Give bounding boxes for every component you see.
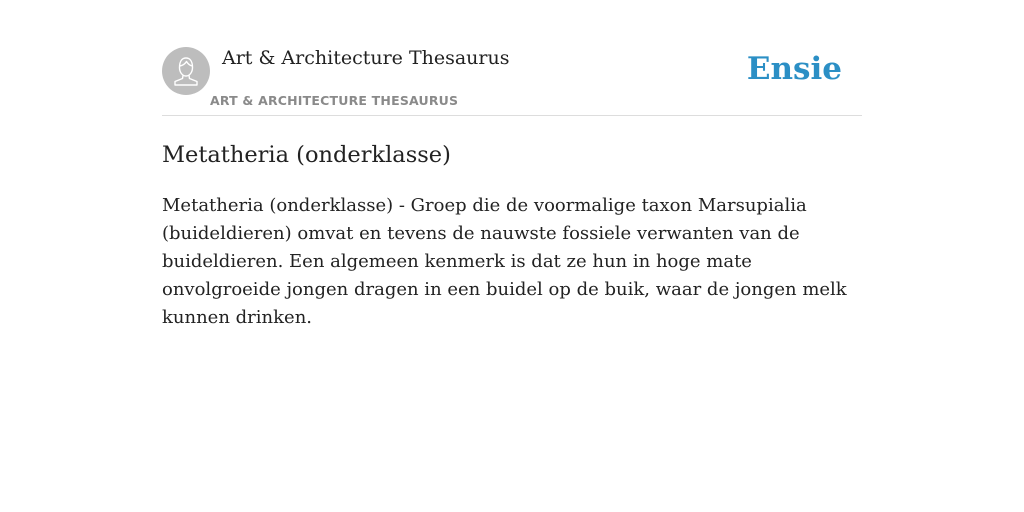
page-title: Metatheria (onderklasse) xyxy=(162,142,451,168)
entry-header xyxy=(162,0,862,116)
source-subtitle[interactable]: ART & ARCHITECTURE THESAURUS xyxy=(210,93,459,108)
definition-text: Metatheria (onderklasse) - Groep die de voormalige taxon Marsupialia (buideldieren) omvat en tevens de nauwste fossiele verwanten van de buideldieren. Een algemeen kenmerk is dat ze hun in hoge mate onvolgroeide jongen dragen in een buidel op de buik, waar de jongen melk kunnen drinken. xyxy=(162,195,847,328)
avatar[interactable] xyxy=(162,47,210,95)
user-icon xyxy=(162,47,210,95)
brand-logo[interactable]: Ensie xyxy=(746,51,842,87)
source-title[interactable]: Art & Architecture Thesaurus xyxy=(222,47,510,69)
entry-card xyxy=(162,0,862,512)
